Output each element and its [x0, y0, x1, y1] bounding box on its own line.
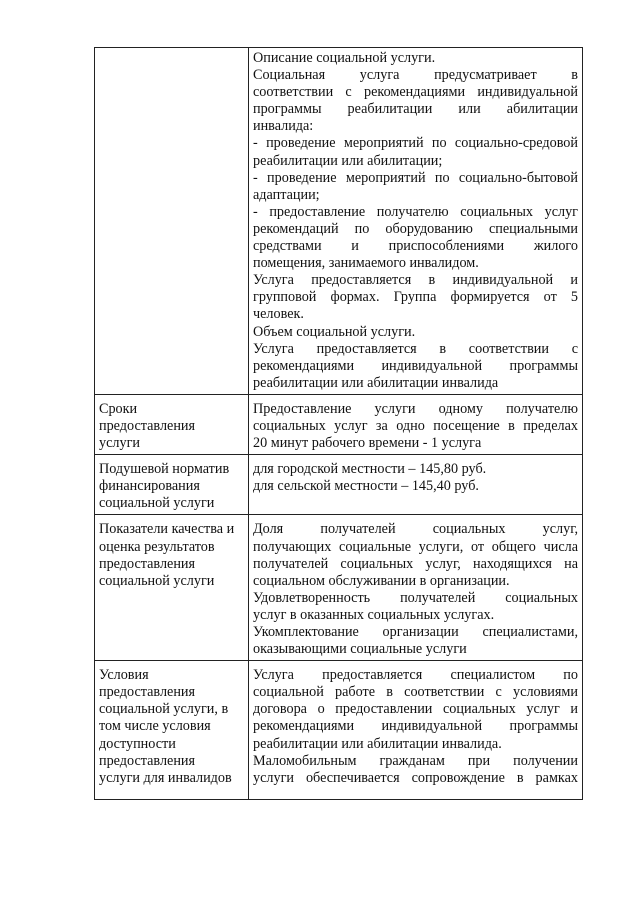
table-row [95, 515, 583, 661]
label-line: Условия [99, 667, 149, 684]
content-line: рекомендациями индивидуальной программы [253, 718, 578, 735]
content-line: человек. [253, 306, 304, 323]
content-line: социальной работе в соответствии с условиями [253, 684, 578, 701]
label-line: Сроки [99, 400, 138, 417]
label-line: предоставления [99, 752, 196, 769]
content-line: реабилитации или абилитации; [253, 152, 443, 169]
label-line: предоставления [99, 555, 196, 572]
row-content-cell [249, 394, 583, 454]
content-line: инвалида: [253, 118, 314, 135]
content-line: групповой формах. Группа формируется от 5 [253, 289, 578, 306]
content-line: реабилитации или абилитации инвалида [253, 374, 499, 391]
row-label-cell [95, 455, 249, 515]
row-content-cell [249, 661, 583, 800]
row-label-cell [95, 515, 249, 661]
content-line: получающих социальные услуги, от общего числа [253, 538, 578, 555]
label-line: социальной услуги [99, 572, 215, 589]
row-label-cell [95, 48, 249, 395]
content-line: соответствии с рекомендациями индивидуальной [253, 84, 578, 101]
row-content-cell [249, 48, 583, 395]
content-line: услуг в оказанных социальных услугах. [253, 606, 495, 623]
content-line: программы реабилитации или абилитации [253, 101, 578, 118]
label-line: доступности [99, 735, 176, 752]
content-line: получателей социальных услуг, находящихся на [253, 555, 578, 572]
content-line: Доля получателей социальных услуг, [253, 521, 578, 538]
table-row [95, 661, 583, 800]
row-label-cell [95, 661, 249, 800]
row-label-cell [95, 394, 249, 454]
content-line: Услуга предоставляется в соответствии с [253, 340, 578, 357]
table-row [95, 455, 583, 515]
table-row [95, 48, 583, 395]
label-line: финансирования [99, 478, 200, 495]
content-line: рекомендациями индивидуальной программы [253, 357, 578, 374]
row-content-cell [249, 515, 583, 661]
label-line: услуги [99, 435, 140, 452]
label-line: оценка результатов [99, 538, 215, 555]
content-line: Услуга предоставляется специалистом по [253, 667, 578, 684]
content-line: услуги обеспечивается сопровождение в рамках [253, 769, 578, 786]
table-row [95, 394, 583, 454]
content-line: оказывающими социальные услуги [253, 641, 467, 658]
content-line: договора о предоставлении социальных услуг и [253, 701, 578, 718]
content-line: - проведение мероприятий по социально-средовой [253, 135, 578, 152]
content-line: 20 минут рабочего времени - 1 услуга [253, 435, 482, 452]
label-line: предоставления [99, 684, 196, 701]
label-line: том числе условия [99, 718, 211, 735]
content-line: социальном обслуживании в организации. [253, 572, 510, 589]
content-line: для сельской местности – 145,40 руб. [253, 478, 479, 495]
content-line: средствами и приспособлениями жилого [253, 238, 578, 255]
content-line: рекомендаций по оборудованию специальными [253, 220, 578, 237]
label-line: предоставления [99, 417, 196, 434]
row-content-cell [249, 455, 583, 515]
content-line: помещения, занимаемого инвалидом. [253, 255, 479, 272]
content-line: Объем социальной услуги. [253, 323, 416, 340]
content-line: Маломобильным гражданам при получении [253, 752, 578, 769]
content-line: Услуга предоставляется в индивидуальной и [253, 272, 578, 289]
service-table [94, 47, 583, 800]
label-line: Подушевой норматив [99, 461, 230, 478]
content-line: Предоставление услуги одному получателю [253, 400, 578, 417]
content-line: реабилитации или абилитации инвалида. [253, 735, 502, 752]
content-line: Описание социальной услуги. [253, 50, 436, 66]
content-line: - предоставление получателю социальных услуг [253, 203, 578, 220]
content-line: Укомплектование организации специалистами, [253, 624, 578, 640]
content-line: Удовлетворенность получателей социальных [253, 589, 578, 606]
content-line: социальных услуг за одно посещение в пределах [253, 417, 578, 434]
content-line: Социальная услуга предусматривает в [253, 67, 578, 84]
label-line: услуги для инвалидов [99, 769, 232, 786]
content-line: для городской местности – 145,80 руб. [253, 461, 487, 478]
label-line: социальной услуги [99, 495, 215, 512]
label-line: Показатели качества и [99, 521, 235, 538]
content-line: - проведение мероприятий по социально-бытовой [253, 169, 578, 186]
label-line: социальной услуги, в [99, 701, 229, 718]
content-line: адаптации; [253, 186, 320, 203]
